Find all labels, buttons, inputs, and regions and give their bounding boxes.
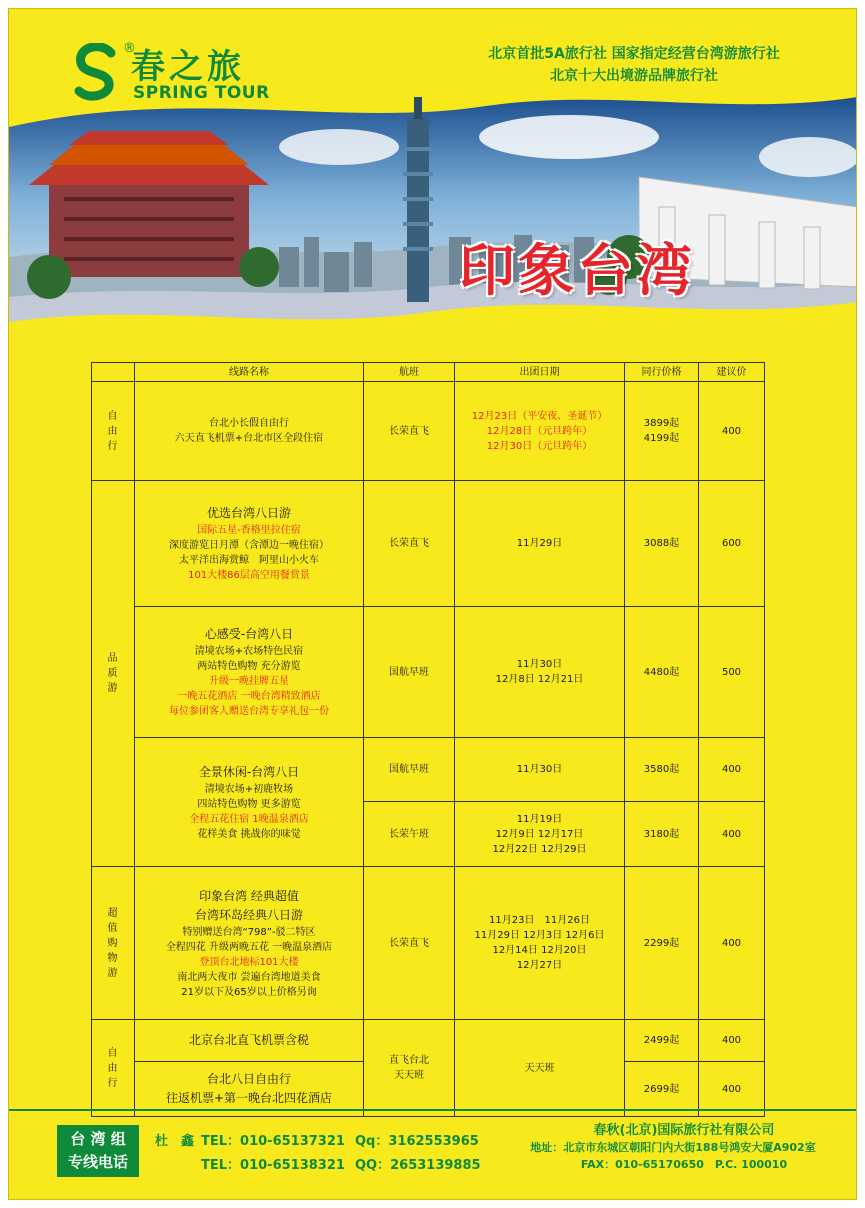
table-row <box>92 867 765 1020</box>
dates-cell: 11月30日 12月8日 12月21日 <box>455 607 625 738</box>
grand-hotel-icon <box>29 131 269 277</box>
brochure-page <box>8 8 857 1200</box>
trade-price-cell: 2699起 <box>625 1062 699 1117</box>
company-fax: FAX：010-65170650 P.C. 100010 <box>580 1158 788 1171</box>
dates-cell: 11月19日 12月9日 12月17日 12月22日 12月29日 <box>455 802 625 867</box>
route-taipei-holiday: 台北小长假自由行 六天直飞机票+台北市区全段住宿 <box>135 382 364 481</box>
table-header-row <box>92 363 765 382</box>
header-route: 线路名称 <box>135 363 364 382</box>
trade-price-cell: 4480起 <box>625 607 699 738</box>
suggested-price-cell: 600 <box>699 481 765 607</box>
table-row <box>92 481 765 607</box>
company-address: 地址：北京市东城区朝阳门内大街188号鸿安大厦A902室 <box>530 1141 816 1154</box>
table-row <box>92 607 765 738</box>
company-name: 春秋(北京)国际旅行社有限公司 <box>593 1123 775 1138</box>
flight-cell: 长荣直飞 <box>364 481 455 607</box>
flight-cell: 长荣午班 <box>364 802 455 867</box>
flight-cell: 国航早班 <box>364 738 455 802</box>
flight-cell: 国航早班 <box>364 607 455 738</box>
contact-qq-1: Qq：3162553965 <box>355 1134 479 1149</box>
flight-cell: 长荣直飞 <box>364 867 455 1020</box>
trade-price-cell: 2499起 <box>625 1020 699 1062</box>
trade-price-cell: 3580起 <box>625 738 699 802</box>
tagline-primary: 北京首批5A旅行社 国家指定经营台湾游旅行社 <box>488 46 780 62</box>
dates-cell: 12月23日（平安夜、圣诞节） 12月28日（元旦跨年） 12月30日（元旦跨年） <box>455 382 625 481</box>
header-suggested-price: 建议价 <box>699 363 765 382</box>
logo-english-name: SPRING TOUR <box>133 83 270 103</box>
category-free-travel: 自 由 行 <box>92 382 135 481</box>
flight-cell: 直飞台北 天天班 <box>364 1020 455 1117</box>
route-taipei-8day-free: 台北八日自由行 往返机票+第一晚台北四花酒店 <box>135 1062 364 1117</box>
flight-cell: 长荣直飞 <box>364 382 455 481</box>
registered-mark: ® <box>123 41 136 56</box>
route-heart-feel-8day: 心感受-台湾八日 清境农场+农场特色民宿 两站特色购物 充分游览 升级一晚挂牌五星 一晚五花酒店 一晚台湾精致酒店 每位参团客人赠送台湾专享礼包一份 <box>135 607 364 738</box>
dates-cell: 天天班 <box>455 1020 625 1117</box>
suggested-price-cell: 400 <box>699 738 765 802</box>
contact-tel-1: TEL：010-65137321 <box>201 1134 345 1149</box>
header-dates: 出团日期 <box>455 363 625 382</box>
contact-qq-2: QQ：2653139885 <box>355 1158 481 1173</box>
taiwan-banner <box>9 87 857 357</box>
header-trade-price: 同行价格 <box>625 363 699 382</box>
suggested-price-cell: 400 <box>699 1062 765 1117</box>
category-value-shopping: 超 值 购 物 游 <box>92 867 135 1020</box>
taiwan-hotline-badge: 台 湾 组 专线电话 <box>57 1125 139 1177</box>
category-quality-tour: 品 质 游 <box>92 481 135 867</box>
taiwan-landmarks-illustration <box>9 87 857 357</box>
suggested-price-cell: 400 <box>699 867 765 1020</box>
suggested-price-cell: 400 <box>699 802 765 867</box>
logo-chinese-name: 春之旅 <box>131 47 245 87</box>
route-price-table <box>91 362 765 1117</box>
footer-divider <box>9 1109 857 1111</box>
header-blank <box>92 363 135 382</box>
trade-price-cell: 3899起 4199起 <box>625 382 699 481</box>
dates-cell: 11月23日 11月26日 11月29日 12月3日 12月6日 12月14日 12月20日 12月27日 <box>455 867 625 1020</box>
contact-name: 杜 鑫 <box>155 1134 195 1149</box>
banner-title: 印象台湾 <box>459 239 695 304</box>
route-island-loop-8day: 印象台湾 经典超值 台湾环岛经典八日游 特别赠送台湾“798”-驳二特区 全程四花 升级两晚五花 一晚温泉酒店 登顶台北地标101大楼 南北两大夜市 尝遍台湾地道美食 21岁以下及65岁以上价格另询 <box>135 867 364 1020</box>
category-free-travel-2: 自 由 行 <box>92 1020 135 1117</box>
contact-tel-2: TEL：010-65138321 <box>201 1158 345 1173</box>
suggested-price-cell: 500 <box>699 607 765 738</box>
table-row <box>92 1020 765 1062</box>
table-row <box>92 382 765 481</box>
suggested-price-cell: 400 <box>699 382 765 481</box>
trade-price-cell: 3180起 <box>625 802 699 867</box>
tagline-secondary: 北京十大出境游品牌旅行社 <box>550 68 718 84</box>
route-beijing-taipei-ticket: 北京台北直飞机票含税 <box>135 1020 364 1062</box>
suggested-price-cell: 400 <box>699 1020 765 1062</box>
route-panorama-8day: 全景休闲-台湾八日 清境农场+初鹿牧场 四站特色购物 更多游览 全程五花住宿 1晚温泉酒店 花样美食 挑战你的味觉 <box>135 738 364 867</box>
dates-cell: 11月29日 <box>455 481 625 607</box>
dates-cell: 11月30日 <box>455 738 625 802</box>
taipei-101-icon <box>403 97 433 302</box>
trade-price-cell: 2299起 <box>625 867 699 1020</box>
header-flight: 航班 <box>364 363 455 382</box>
table-row <box>92 738 765 802</box>
route-premium-8day: 优选台湾八日游 国际五星-香格里拉住宿 深度游览日月潭（含潭边一晚住宿） 太平洋出海赏鲸 阿里山小火车 101大楼86层高空用餐赏景 <box>135 481 364 607</box>
trade-price-cell: 3088起 <box>625 481 699 607</box>
